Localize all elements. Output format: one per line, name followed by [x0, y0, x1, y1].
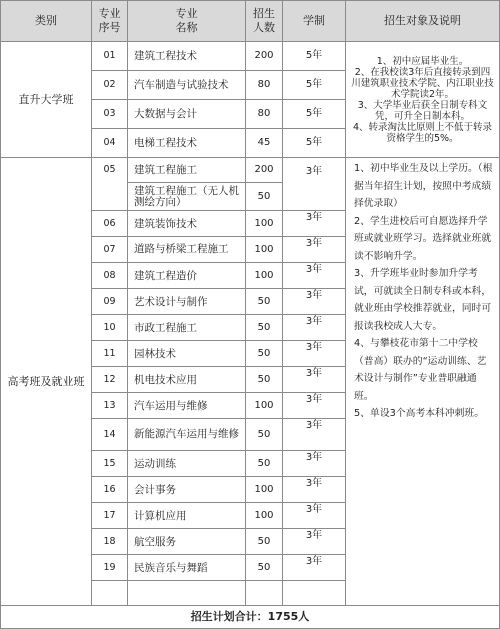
count-cell: 50 — [246, 315, 283, 341]
description-line: 3、大学毕业后获全日制专科文凭，可升全日制本科。 — [357, 99, 488, 122]
major-name-cell: 汽车运用与维修 — [128, 393, 246, 419]
major-name-cell: 建筑工程施工（无人机测绘方向） — [128, 183, 246, 211]
code-cell: 17 — [92, 503, 128, 529]
count-cell: 100 — [246, 211, 283, 237]
description-line: 4、与攀枝花市第十二中学校（普高）联办的“运动训练、艺术设计与制作”专业普职融通班。 — [354, 338, 487, 402]
major-name-cell: 建筑工程技术 — [128, 42, 246, 71]
major-name-cell: 会计事务 — [128, 477, 246, 503]
major-name-cell: 建筑工程施工 — [128, 158, 246, 183]
code-cell: 13 — [92, 393, 128, 419]
description-cell — [346, 158, 500, 606]
duration-cell: 3年 — [283, 289, 346, 315]
major-name-cell: 计算机应用 — [128, 503, 246, 529]
description-line: 4、转录淘汰比原则上不低于转录资格学生的5%。 — [352, 121, 493, 144]
major-name-cell: 道路与桥梁工程施工 — [128, 237, 246, 263]
description-line: 2、在我校读3年后直接转录到四川建筑职业技术学院、内江职业技术学院读2年。 — [351, 66, 494, 100]
header-category: 类别 — [1, 1, 92, 42]
count-cell: 100 — [246, 263, 283, 289]
duration-cell: 3年 — [283, 503, 346, 529]
code-cell: 09 — [92, 289, 128, 315]
duration-cell: 5年 — [283, 42, 346, 71]
duration-cell: 5年 — [283, 129, 346, 158]
description-line: 1、初中毕业生及以上学历。（根据当年招生计划，按照中考成绩择优录取） — [354, 163, 493, 209]
header-target: 招生对象及说明 — [346, 1, 500, 42]
code-cell: 12 — [92, 367, 128, 393]
duration-cell: 3年 — [283, 367, 346, 393]
duration-cell: 3年 — [283, 393, 346, 419]
major-name-cell: 建筑装饰技术 — [128, 211, 246, 237]
major-name-cell: 民族音乐与舞蹈 — [128, 555, 246, 581]
table-header-row — [1, 1, 500, 42]
count-cell: 100 — [246, 393, 283, 419]
description-cell — [346, 42, 500, 158]
code-cell: 16 — [92, 477, 128, 503]
code-cell: 08 — [92, 263, 128, 289]
count-cell: 50 — [246, 419, 283, 451]
code-cell: 03 — [92, 100, 128, 129]
description-line: 2、学生进校后可自愿选择升学班或就业班学习。选择就业班就读不影响升学。 — [354, 215, 492, 262]
total-row — [1, 606, 500, 629]
header-duration: 学制 — [283, 1, 346, 42]
count-cell: 50 — [246, 529, 283, 555]
count-cell: 100 — [246, 477, 283, 503]
major-name-cell: 运动训练 — [128, 451, 246, 477]
count-cell: 50 — [246, 289, 283, 315]
count-cell: 50 — [246, 555, 283, 581]
count-cell: 45 — [246, 129, 283, 158]
count-cell: 50 — [246, 183, 283, 211]
duration-cell: 3年 — [283, 341, 346, 367]
code-cell — [92, 581, 128, 606]
major-name-cell: 大数据与会计 — [128, 100, 246, 129]
count-cell: 50 — [246, 451, 283, 477]
duration-cell — [283, 581, 346, 606]
duration-cell: 3年 — [283, 477, 346, 503]
duration-cell: 3年 — [283, 555, 346, 581]
code-cell: 11 — [92, 341, 128, 367]
total-cell: 招生计划合计：1755人 — [1, 606, 500, 629]
code-cell: 02 — [92, 71, 128, 100]
count-cell: 50 — [246, 341, 283, 367]
count-cell: 100 — [246, 237, 283, 263]
category-cell: 直升大学班 — [1, 42, 92, 158]
count-cell — [246, 581, 283, 606]
duration-cell: 5年 — [283, 100, 346, 129]
header-major: 专业 名称 — [128, 1, 246, 42]
duration-cell: 3年 — [283, 529, 346, 555]
major-name-cell — [128, 581, 246, 606]
duration-cell: 3年 — [283, 315, 346, 341]
count-cell: 50 — [246, 367, 283, 393]
duration-cell: 3年 — [283, 419, 346, 451]
description-line: 1、初中应届毕业生。 — [376, 55, 469, 67]
code-cell: 05 — [92, 158, 128, 211]
duration-cell: 3年 — [283, 158, 346, 211]
code-cell: 04 — [92, 129, 128, 158]
duration-cell: 3年 — [283, 451, 346, 477]
code-cell: 15 — [92, 451, 128, 477]
major-name-cell: 建筑工程造价 — [128, 263, 246, 289]
code-cell: 19 — [92, 555, 128, 581]
code-cell: 01 — [92, 42, 128, 71]
major-name-cell: 汽车制造与试验技术 — [128, 71, 246, 100]
table-row — [1, 42, 500, 71]
duration-cell: 3年 — [283, 263, 346, 289]
code-cell: 06 — [92, 211, 128, 237]
duration-cell: 3年 — [283, 211, 346, 237]
major-name-cell: 航空服务 — [128, 529, 246, 555]
header-code: 专业 序号 — [92, 1, 128, 42]
count-cell: 80 — [246, 100, 283, 129]
major-name-cell: 新能源汽车运用与维修 — [128, 419, 246, 451]
count-cell: 200 — [246, 42, 283, 71]
major-name-cell: 艺术设计与制作 — [128, 289, 246, 315]
header-count: 招生 人数 — [246, 1, 283, 42]
code-cell: 07 — [92, 237, 128, 263]
code-cell: 18 — [92, 529, 128, 555]
duration-cell: 5年 — [283, 71, 346, 100]
major-name-cell: 市政工程施工 — [128, 315, 246, 341]
major-name-cell: 园林技术 — [128, 341, 246, 367]
description-line: 5、单设3个高考本科冲刺班。 — [354, 408, 485, 419]
duration-cell: 3年 — [283, 237, 346, 263]
table-row — [1, 158, 500, 183]
description-line: 3、升学班毕业时参加升学考试，可就读全日制专科或本科，就业班由学校推荐就业，同时可报读我校成人大专。 — [354, 268, 492, 332]
category-cell: 高考班及就业班 — [1, 158, 92, 606]
count-cell: 200 — [246, 158, 283, 183]
count-cell: 100 — [246, 503, 283, 529]
count-cell: 80 — [246, 71, 283, 100]
major-name-cell: 机电技术应用 — [128, 367, 246, 393]
code-cell: 14 — [92, 419, 128, 451]
code-cell: 10 — [92, 315, 128, 341]
major-name-cell: 电梯工程技术 — [128, 129, 246, 158]
